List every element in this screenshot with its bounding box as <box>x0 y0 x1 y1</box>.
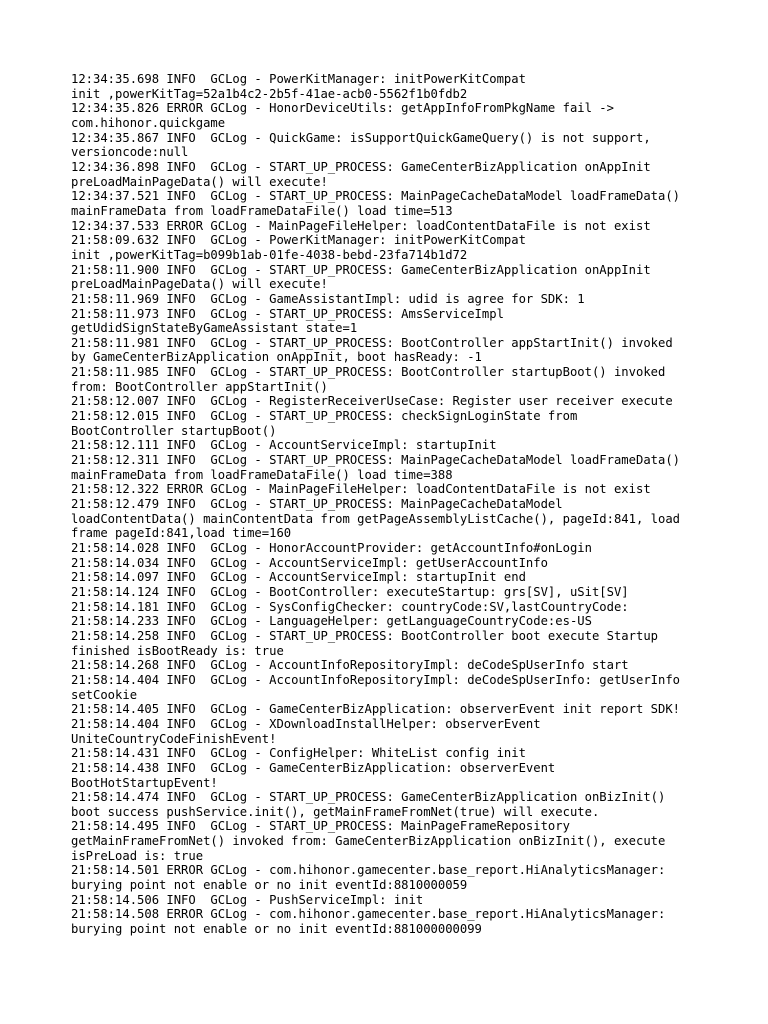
log-line: BootHotStartupEvent! <box>71 775 218 790</box>
log-line: 12:34:37.521 INFO GCLog - START_UP_PROCESS: MainPageCacheDataModel loadFrameData() <box>71 189 681 204</box>
log-line: 21:58:14.495 INFO GCLog - START_UP_PROCESS: MainPageFrameRepository <box>71 819 570 834</box>
log-line: 21:58:14.404 INFO GCLog - AccountInfoRepositoryImpl: deCodeSpUserInfo: getUserInfo <box>71 672 681 687</box>
log-line: 21:58:14.034 INFO GCLog - AccountServiceImpl: getUserAccountInfo <box>71 555 548 570</box>
log-line: init ,powerKitTag=52a1b4c2-2b5f-41ae-acb0-5562f1b0fdb2 <box>71 86 468 101</box>
log-line: 21:58:14.508 ERROR GCLog - com.hihonor.gamecenter.base_report.HiAnalyticsManager: <box>71 907 666 922</box>
log-line: 21:58:14.181 INFO GCLog - SysConfigChecker: countryCode:SV,lastCountryCode: <box>71 599 629 614</box>
log-line: boot success pushService.init(), getMainFrameFromNet(true) will execute. <box>71 804 600 819</box>
log-line: 21:58:11.973 INFO GCLog - START_UP_PROCESS: AmsServiceImpl <box>71 306 504 321</box>
log-line: burying point not enable or no init eventId:881000000099 <box>71 922 482 937</box>
log-line: frame pageId:841,load time=160 <box>71 526 292 541</box>
log-line: 21:58:11.969 INFO GCLog - GameAssistantImpl: udid is agree for SDK: 1 <box>71 291 585 306</box>
log-line: 21:58:14.431 INFO GCLog - ConfigHelper: WhiteList config init <box>71 746 526 761</box>
log-line: 12:34:35.826 ERROR GCLog - HonorDeviceUtils: getAppInfoFromPkgName fail -> <box>71 101 614 116</box>
log-line: isPreLoad is: true <box>71 848 204 863</box>
log-line: 21:58:12.322 ERROR GCLog - MainPageFileHelper: loadContentDataFile is not exist <box>71 482 651 497</box>
log-line: by GameCenterBizApplication onAppInit, boot hasReady: -1 <box>71 350 482 365</box>
log-line: setCookie <box>71 687 138 702</box>
log-line: mainFrameData from loadFrameDataFile() load time=388 <box>71 467 453 482</box>
log-line: 21:58:14.506 INFO GCLog - PushServiceImpl: init <box>71 892 424 907</box>
log-line: 21:58:12.311 INFO GCLog - START_UP_PROCESS: MainPageCacheDataModel loadFrameData() <box>71 453 681 468</box>
log-line: preLoadMainPageData() will execute! <box>71 174 328 189</box>
log-line: 21:58:14.097 INFO GCLog - AccountServiceImpl: startupInit end <box>71 570 526 585</box>
log-line: 21:58:14.028 INFO GCLog - HonorAccountProvider: getAccountInfo#onLogin <box>71 541 592 555</box>
log-line: getUdidSignStateByGameAssistant state=1 <box>71 321 358 336</box>
log-line: 12:34:37.533 ERROR GCLog - MainPageFileHelper: loadContentDataFile is not exist <box>71 218 651 233</box>
log-line: 21:58:14.268 INFO GCLog - AccountInfoRepositoryImpl: deCodeSpUserInfo start <box>71 658 629 673</box>
log-line: loadContentData() mainContentData from getPageAssemblyListCache(), pageId:841, load <box>71 511 681 526</box>
log-line: mainFrameData from loadFrameDataFile() load time=513 <box>71 203 453 218</box>
log-line: com.hihonor.quickgame <box>71 115 226 130</box>
log-line: 21:58:14.404 INFO GCLog - XDownloadInstallHelper: observerEvent <box>71 716 541 731</box>
log-line: 21:58:14.474 INFO GCLog - START_UP_PROCESS: GameCenterBizApplication onBizInit() <box>71 790 666 805</box>
log-line: 21:58:14.124 INFO GCLog - BootController: executeStartup: grs[SV], uSit[SV] <box>71 584 629 599</box>
log-line: 21:58:11.900 INFO GCLog - START_UP_PROCESS: GameCenterBizApplication onAppInit <box>71 262 651 277</box>
log-line: 12:34:36.898 INFO GCLog - START_UP_PROCESS: GameCenterBizApplication onAppInit <box>71 159 651 174</box>
log-line: BootController startupBoot() <box>71 423 277 438</box>
log-line: 21:58:12.111 INFO GCLog - AccountServiceImpl: startupInit <box>71 438 497 453</box>
log-line: 21:58:09.632 INFO GCLog - PowerKitManager: initPowerKitCompat <box>71 233 526 248</box>
log-line: 21:58:11.981 INFO GCLog - START_UP_PROCESS: BootController appStartInit() invoked <box>71 335 673 350</box>
log-line: 21:58:14.501 ERROR GCLog - com.hihonor.gamecenter.base_report.HiAnalyticsManager: <box>71 863 666 878</box>
log-line: 12:34:35.867 INFO GCLog - QuickGame: isSupportQuickGameQuery() is not support, <box>71 130 651 145</box>
log-line: getMainFrameFromNet() invoked from: GameCenterBizApplication onBizInit(), execute <box>71 834 666 849</box>
log-line: from: BootController appStartInit() <box>71 379 328 394</box>
log-line: preLoadMainPageData() will execute! <box>71 277 328 292</box>
log-line: 21:58:14.438 INFO GCLog - GameCenterBizApplication: observerEvent <box>71 760 556 775</box>
log-line: 21:58:14.233 INFO GCLog - LanguageHelper: getLanguageCountryCode:es-US <box>71 614 592 629</box>
log-line: 12:34:35.698 INFO GCLog - PowerKitManager: initPowerKitCompat <box>71 72 526 86</box>
log-line: finished isBootReady is: true <box>71 643 284 658</box>
log-line: 21:58:14.405 INFO GCLog - GameCenterBizApplication: observerEvent init report SDK! <box>71 702 681 717</box>
log-line: 21:58:12.015 INFO GCLog - START_UP_PROCESS: checkSignLoginState from <box>71 409 578 424</box>
log-line: init ,powerKitTag=b099b1ab-01fe-4038-bebd-23fa714b1d72 <box>71 247 468 262</box>
log-line: 21:58:12.007 INFO GCLog - RegisterReceiverUseCase: Register user receiver execute <box>71 394 673 409</box>
log-line: 21:58:11.985 INFO GCLog - START_UP_PROCESS: BootController startupBoot() invoked <box>71 365 666 380</box>
log-line: 21:58:12.479 INFO GCLog - START_UP_PROCESS: MainPageCacheDataModel <box>71 497 563 512</box>
log-line: versioncode:null <box>71 145 189 160</box>
log-line: 21:58:14.258 INFO GCLog - START_UP_PROCESS: BootController boot execute Startup <box>71 628 658 643</box>
log-document <box>71 72 711 937</box>
log-line: UniteCountryCodeFinishEvent! <box>71 731 277 746</box>
log-line: burying point not enable or no init eventId:8810000059 <box>71 878 468 893</box>
